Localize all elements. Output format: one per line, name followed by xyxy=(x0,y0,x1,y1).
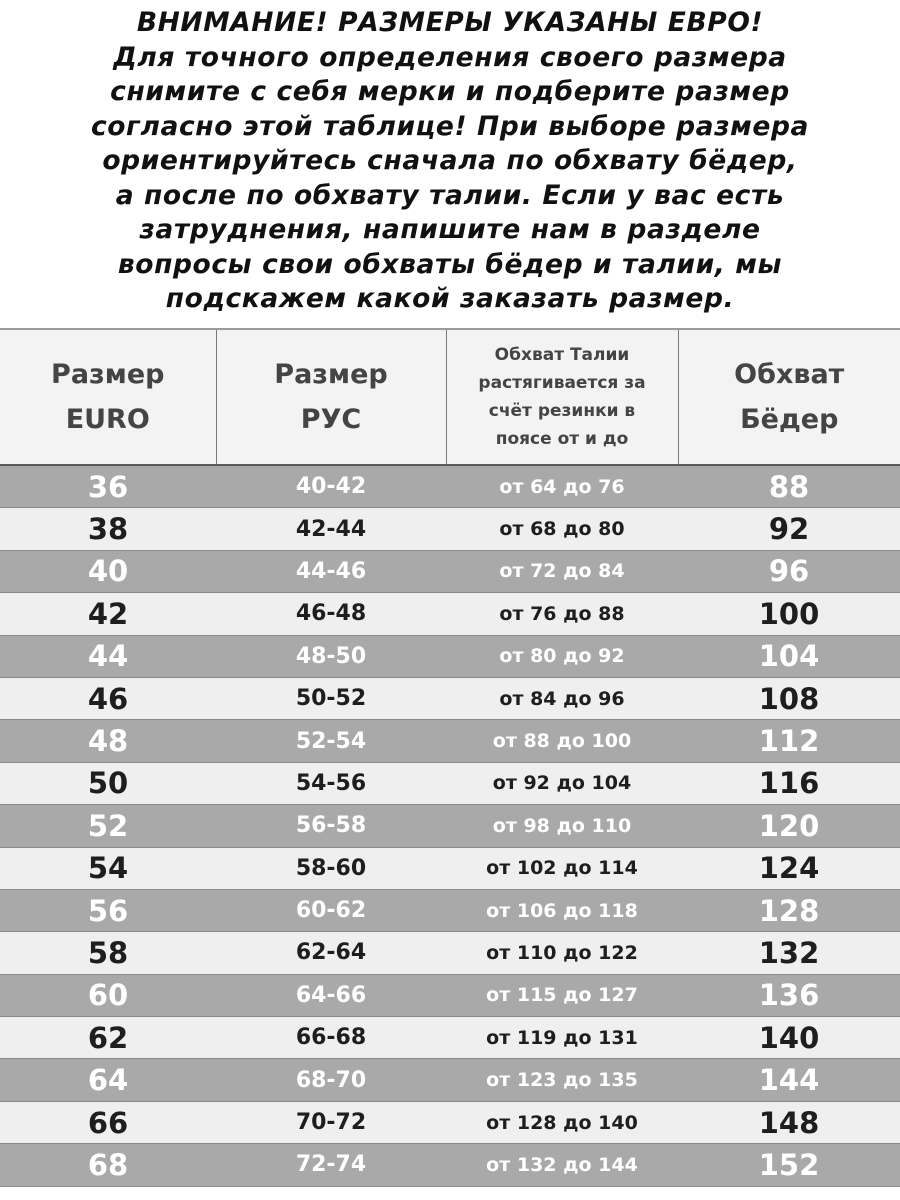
table-row xyxy=(0,847,900,889)
cell-hips: 96 xyxy=(678,550,900,592)
table-row xyxy=(0,1101,900,1143)
header-rus-line: РУС xyxy=(300,404,362,435)
cell-hips: 120 xyxy=(678,805,900,847)
cell-rus: 44-46 xyxy=(216,550,446,592)
header-hips-line: Обхват xyxy=(734,359,845,390)
cell-euro: 50 xyxy=(0,762,216,804)
cell-euro: 66 xyxy=(0,1101,216,1143)
cell-hips: 128 xyxy=(678,889,900,931)
table-row xyxy=(0,720,900,762)
cell-waist: от 80 до 92 xyxy=(446,635,678,677)
header-waist-line: поясе от и до xyxy=(495,429,629,449)
cell-waist: от 115 до 127 xyxy=(446,974,678,1016)
cell-waist: от 88 до 100 xyxy=(446,720,678,762)
notice-line: подскажем какой заказать размер. xyxy=(165,283,735,314)
cell-hips: 152 xyxy=(678,1144,900,1186)
cell-rus: 66-68 xyxy=(216,1017,446,1059)
header-rus-line: Размер xyxy=(274,359,388,390)
table-row xyxy=(0,932,900,974)
header-euro-line: Размер xyxy=(51,359,165,390)
cell-hips: 124 xyxy=(678,847,900,889)
cell-hips: 104 xyxy=(678,635,900,677)
cell-euro: 42 xyxy=(0,593,216,635)
size-table xyxy=(0,328,900,1187)
cell-euro: 68 xyxy=(0,1144,216,1186)
notice-line: ВНИМАНИЕ! РАЗМЕРЫ УКАЗАНЫ ЕВРО! xyxy=(136,7,764,38)
cell-euro: 48 xyxy=(0,720,216,762)
header-euro xyxy=(0,329,216,465)
notice-line: вопросы свои обхваты бёдер и талии, мы xyxy=(117,248,783,280)
cell-rus: 60-62 xyxy=(216,889,446,931)
cell-hips: 112 xyxy=(678,720,900,762)
size-notice xyxy=(0,6,900,326)
cell-rus: 72-74 xyxy=(216,1144,446,1186)
cell-hips: 116 xyxy=(678,762,900,804)
cell-hips: 148 xyxy=(678,1101,900,1143)
cell-euro: 36 xyxy=(0,465,216,508)
header-euro-line: EURO xyxy=(65,404,150,435)
cell-hips: 132 xyxy=(678,932,900,974)
header-waist-line: Обхват Талии xyxy=(494,345,630,365)
cell-hips: 100 xyxy=(678,593,900,635)
cell-rus: 62-64 xyxy=(216,932,446,974)
notice-line: согласно этой таблице! При выборе размера xyxy=(90,110,810,142)
cell-rus: 50-52 xyxy=(216,677,446,719)
cell-euro: 52 xyxy=(0,805,216,847)
cell-euro: 56 xyxy=(0,889,216,931)
table-row xyxy=(0,465,900,508)
cell-euro: 54 xyxy=(0,847,216,889)
cell-waist: от 106 до 118 xyxy=(446,889,678,931)
cell-hips: 92 xyxy=(678,508,900,550)
cell-hips: 140 xyxy=(678,1017,900,1059)
cell-waist: от 72 до 84 xyxy=(446,550,678,592)
cell-waist: от 98 до 110 xyxy=(446,805,678,847)
cell-waist: от 123 до 135 xyxy=(446,1059,678,1101)
cell-rus: 46-48 xyxy=(216,593,446,635)
cell-waist: от 68 до 80 xyxy=(446,508,678,550)
table-row xyxy=(0,635,900,677)
header-rus xyxy=(216,329,446,465)
cell-hips: 144 xyxy=(678,1059,900,1101)
notice-line: снимите с себя мерки и подберите размер xyxy=(110,76,790,107)
cell-euro: 44 xyxy=(0,635,216,677)
cell-waist: от 132 до 144 xyxy=(446,1144,678,1186)
cell-waist: от 84 до 96 xyxy=(446,677,678,719)
cell-rus: 40-42 xyxy=(216,465,446,508)
header-hips xyxy=(678,329,900,465)
cell-euro: 46 xyxy=(0,677,216,719)
size-table-header xyxy=(0,329,900,465)
header-hips-line: Бёдер xyxy=(740,404,839,435)
table-row xyxy=(0,1059,900,1101)
cell-rus: 42-44 xyxy=(216,508,446,550)
cell-euro: 40 xyxy=(0,550,216,592)
size-table-body xyxy=(0,465,900,1186)
table-row xyxy=(0,974,900,1016)
cell-euro: 58 xyxy=(0,932,216,974)
cell-waist: от 102 до 114 xyxy=(446,847,678,889)
cell-euro: 64 xyxy=(0,1059,216,1101)
header-waist-line: растягивается за xyxy=(478,373,646,393)
table-row xyxy=(0,550,900,592)
cell-rus: 70-72 xyxy=(216,1101,446,1143)
cell-euro: 62 xyxy=(0,1017,216,1059)
header-waist-line: счёт резинки в xyxy=(488,401,636,421)
notice-line: Для точного определения своего размера xyxy=(113,41,787,73)
cell-rus: 56-58 xyxy=(216,805,446,847)
notice-line: затруднения, напишите нам в разделе xyxy=(139,214,761,245)
table-row xyxy=(0,1017,900,1059)
cell-rus: 54-56 xyxy=(216,762,446,804)
cell-waist: от 64 до 76 xyxy=(446,465,678,508)
cell-waist: от 110 до 122 xyxy=(446,932,678,974)
cell-waist: от 76 до 88 xyxy=(446,593,678,635)
cell-rus: 58-60 xyxy=(216,847,446,889)
cell-waist: от 119 до 131 xyxy=(446,1017,678,1059)
cell-hips: 108 xyxy=(678,677,900,719)
cell-hips: 88 xyxy=(678,465,900,508)
header-row xyxy=(0,329,900,465)
notice-line: ориентируйтесь сначала по обхвату бёдер, xyxy=(102,145,798,176)
cell-rus: 64-66 xyxy=(216,974,446,1016)
table-row xyxy=(0,677,900,719)
cell-waist: от 128 до 140 xyxy=(446,1101,678,1143)
table-row xyxy=(0,593,900,635)
table-row xyxy=(0,889,900,931)
table-row xyxy=(0,1144,900,1186)
header-waist xyxy=(446,329,678,465)
table-row xyxy=(0,762,900,804)
table-row xyxy=(0,508,900,550)
cell-euro: 38 xyxy=(0,508,216,550)
cell-waist: от 92 до 104 xyxy=(446,762,678,804)
cell-rus: 52-54 xyxy=(216,720,446,762)
cell-rus: 68-70 xyxy=(216,1059,446,1101)
cell-rus: 48-50 xyxy=(216,635,446,677)
notice-line: а после по обхвату талии. Если у вас есть xyxy=(115,179,785,211)
cell-hips: 136 xyxy=(678,974,900,1016)
table-row xyxy=(0,805,900,847)
cell-euro: 60 xyxy=(0,974,216,1016)
